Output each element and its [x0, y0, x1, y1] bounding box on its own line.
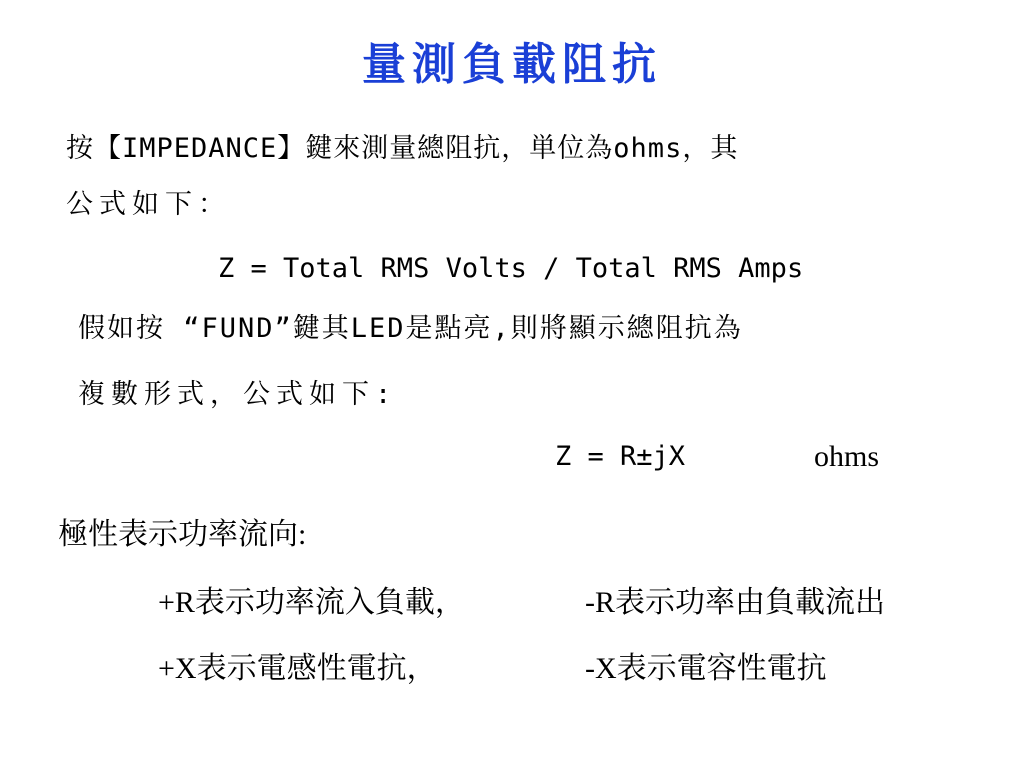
slide-title: 量測負載阻抗: [362, 39, 662, 90]
negative-r-description: -R表示功率由負載流出: [585, 586, 885, 619]
impedance-description-line-2: 公式如下：: [66, 189, 231, 220]
negative-x-description: -X表示電容性電抗: [585, 652, 827, 685]
complex-impedance-unit: ohms: [814, 440, 880, 473]
fund-description-line-2: 複數形式，公式如下:: [78, 379, 398, 410]
positive-r-description: +R表示功率流入負載，: [158, 586, 465, 619]
positive-x-description: +X表示電感性電抗，: [158, 652, 437, 685]
polarity-heading: 極性表示功率流向:: [58, 518, 307, 551]
complex-impedance-formula: Z = R±jX: [555, 441, 686, 472]
impedance-formula: Z = Total RMS Volts / Total RMS Amps: [218, 253, 804, 284]
fund-description-line-1: 假如按 “FUND”鍵其LED是點亮,則將顯示總阻抗為: [78, 313, 743, 344]
impedance-description-line-1: 按【IMPEDANCE】鍵來測量總阻抗，単位為ohms，其: [66, 133, 739, 164]
